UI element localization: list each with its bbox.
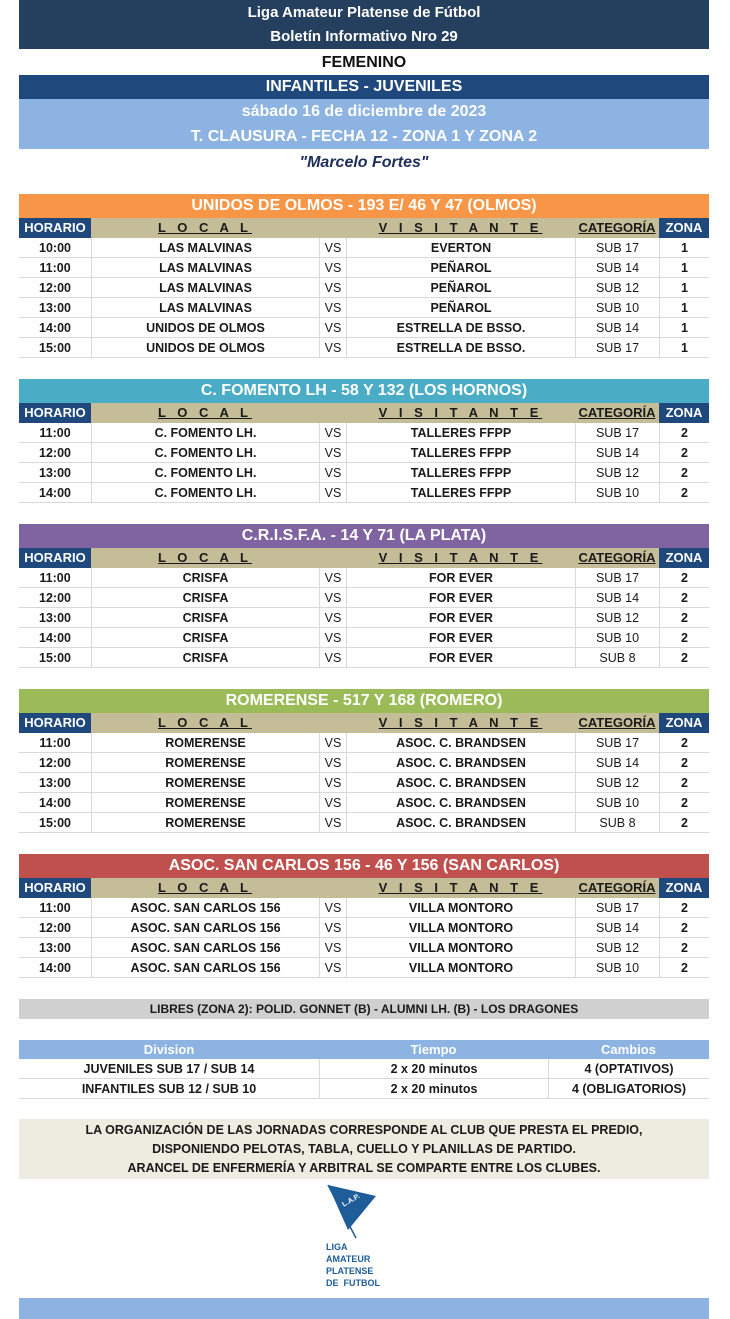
col-local [91,403,319,423]
match-row [19,423,709,443]
col-vs [319,218,346,238]
col-categoria [575,713,659,733]
venue-title: C.R.I.S.F.A. - 14 Y 71 (LA PLATA) [19,524,709,548]
match-local: C. FOMENTO LH. [91,463,319,482]
match-categoria: SUB 10 [575,483,659,502]
match-vs: VS [319,773,346,792]
match-visitante: FOR EVER [346,628,575,647]
match-row [19,463,709,483]
venue-section [19,689,709,833]
match-time: 14:00 [39,631,71,645]
col-visitante [346,878,575,898]
match-visitante: VILLA MONTORO [346,958,575,977]
match-categoria: SUB 17 [575,898,659,917]
col-categoria [575,218,659,238]
match-vs: VS [319,483,346,502]
match-row [19,318,709,338]
col-horario: HORARIO [19,403,91,423]
match-row [19,483,709,503]
match-time: 11:00 [39,736,71,750]
match-vs: VS [319,648,346,667]
match-zona: 1 [659,338,709,357]
tiempo-cell: 2 x 20 minutos [319,1079,548,1098]
col-zona: ZONA [659,403,709,423]
col-visitante-label: V I S I T A N T E [378,715,543,730]
match-local: LAS MALVINAS [91,258,319,277]
category-title: FEMENINO [321,54,407,71]
column-header-row [19,218,709,238]
match-local: ASOC. SAN CARLOS 156 [91,898,319,917]
logo-line: LIGA [326,1242,348,1252]
match-local: ASOC. SAN CARLOS 156 [91,938,319,957]
match-categoria: SUB 14 [575,258,659,277]
logo-line: AMATEUR [326,1254,371,1264]
match-vs: VS [319,463,346,482]
match-vs: VS [319,813,346,832]
match-row [19,793,709,813]
match-visitante: FOR EVER [346,568,575,587]
match-visitante: FOR EVER [346,648,575,667]
match-time: 13:00 [39,301,71,315]
match-categoria: SUB 12 [575,608,659,627]
venue-title: ROMERENSE - 517 Y 168 (ROMERO) [19,689,709,713]
match-time: 14:00 [39,796,71,810]
match-local: LAS MALVINAS [91,298,319,317]
col-horario: HORARIO [19,218,91,238]
match-vs: VS [319,733,346,752]
libres-banner: LIBRES (ZONA 2): POLID. GONNET (B) - ALUMNI LH. (B) - LOS DRAGONES [19,999,709,1019]
match-local: ROMERENSE [91,733,319,752]
match-row [19,568,709,588]
venue-title: UNIDOS DE OLMOS - 193 E/ 46 Y 47 (OLMOS) [19,194,709,218]
match-vs: VS [319,628,346,647]
venue-section [19,854,709,978]
rules-row [19,1059,709,1079]
match-categoria: SUB 17 [575,733,659,752]
match-categoria: SUB 12 [575,463,659,482]
col-categoria [575,403,659,423]
match-zona: 2 [659,918,709,937]
match-categoria: SUB 17 [575,338,659,357]
organization-note [19,1119,709,1179]
match-visitante: ASOC. C. BRANDSEN [346,733,575,752]
dedication: "Marcelo Fortes" [299,154,429,171]
logo-text [326,1241,380,1289]
match-row [19,628,709,648]
match-zona: 2 [659,648,709,667]
match-time: 12:00 [39,591,71,605]
match-time: 15:00 [39,651,71,665]
match-vs: VS [319,958,346,977]
col-local-label: L O C A L [157,405,253,420]
match-vs: VS [319,898,346,917]
match-zona: 2 [659,628,709,647]
match-local: ROMERENSE [91,753,319,772]
venue-title: C. FOMENTO LH - 58 Y 132 (LOS HORNOS) [19,379,709,403]
match-time: 11:00 [39,901,71,915]
match-vs: VS [319,238,346,257]
match-vs: VS [319,918,346,937]
venue-section [19,194,709,358]
match-local: UNIDOS DE OLMOS [91,318,319,337]
match-local: ASOC. SAN CARLOS 156 [91,918,319,937]
divisions-title: INFANTILES - JUVENILES [19,75,709,99]
match-categoria: SUB 17 [575,238,659,257]
match-visitante: VILLA MONTORO [346,938,575,957]
match-visitante: FOR EVER [346,608,575,627]
match-row [19,938,709,958]
match-categoria: SUB 10 [575,298,659,317]
match-local: CRISFA [91,628,319,647]
match-zona: 2 [659,898,709,917]
match-row [19,898,709,918]
match-local: ROMERENSE [91,793,319,812]
match-local: C. FOMENTO LH. [91,423,319,442]
match-visitante: TALLERES FFPP [346,483,575,502]
match-local: CRISFA [91,608,319,627]
col-local [91,548,319,568]
match-time: 14:00 [39,961,71,975]
cambios-cell: 4 (OPTATIVOS) [548,1059,709,1078]
match-visitante: ESTRELLA DE BSSO. [346,338,575,357]
logo-line: PLATENSE [326,1266,374,1276]
match-vs: VS [319,608,346,627]
match-row [19,733,709,753]
match-local: LAS MALVINAS [91,238,319,257]
match-zona: 1 [659,278,709,297]
col-vs [319,548,346,568]
match-zona: 2 [659,463,709,482]
match-zona: 2 [659,773,709,792]
match-local: ROMERENSE [91,773,319,792]
match-row [19,648,709,668]
match-categoria: SUB 12 [575,278,659,297]
col-categoria [575,548,659,568]
match-row [19,813,709,833]
rules-table [19,1040,709,1099]
match-visitante: FOR EVER [346,588,575,607]
match-zona: 2 [659,608,709,627]
col-visitante-label: V I S I T A N T E [378,405,543,420]
match-vs: VS [319,338,346,357]
col-categoria [575,878,659,898]
match-time: 14:00 [39,486,71,500]
match-visitante: TALLERES FFPP [346,463,575,482]
match-zona: 1 [659,318,709,337]
match-categoria: SUB 10 [575,958,659,977]
match-vs: VS [319,793,346,812]
match-zona: 2 [659,483,709,502]
match-row [19,258,709,278]
col-visitante-label: V I S I T A N T E [378,550,543,565]
match-zona: 1 [659,258,709,277]
tournament-title: T. CLAUSURA - FECHA 12 - ZONA 1 Y ZONA 2 [19,124,709,149]
column-header-row [19,548,709,568]
match-zona: 2 [659,813,709,832]
match-row [19,753,709,773]
match-row [19,588,709,608]
match-row [19,958,709,978]
bulletin-title: Boletín Informativo Nro 29 [19,25,709,49]
match-row [19,238,709,258]
match-categoria: SUB 12 [575,773,659,792]
match-vs: VS [319,938,346,957]
match-local: LAS MALVINAS [91,278,319,297]
match-zona: 1 [659,298,709,317]
match-time: 10:00 [39,241,71,255]
match-visitante: ESTRELLA DE BSSO. [346,318,575,337]
venue-section [19,524,709,668]
match-time: 12:00 [39,446,71,460]
date-title: sábado 16 de diciembre de 2023 [19,99,709,124]
match-vs: VS [319,278,346,297]
match-time: 12:00 [39,921,71,935]
header-tiempo: Tiempo [410,1042,457,1057]
col-categoria-label: CATEGORÍA [578,405,656,420]
match-visitante: ASOC. C. BRANDSEN [346,753,575,772]
league-title: Liga Amateur Platense de Fútbol [19,0,709,25]
match-visitante: VILLA MONTORO [346,898,575,917]
match-zona: 2 [659,588,709,607]
col-zona: ZONA [659,878,709,898]
match-local: CRISFA [91,588,319,607]
match-time: 12:00 [39,281,71,295]
match-visitante: VILLA MONTORO [346,918,575,937]
match-categoria: SUB 10 [575,628,659,647]
col-horario: HORARIO [19,548,91,568]
col-vs [319,403,346,423]
match-local: C. FOMENTO LH. [91,483,319,502]
match-row [19,298,709,318]
col-local [91,878,319,898]
header-division: Division [143,1042,195,1057]
venue-section [19,379,709,503]
match-time: 13:00 [39,611,71,625]
footer-bar [19,1298,709,1319]
match-local: ROMERENSE [91,813,319,832]
match-categoria: SUB 17 [575,568,659,587]
col-horario: HORARIO [19,713,91,733]
col-local-label: L O C A L [157,550,253,565]
col-vs [319,713,346,733]
col-categoria-label: CATEGORÍA [578,715,656,730]
match-categoria: SUB 12 [575,938,659,957]
match-categoria: SUB 8 [575,813,659,832]
match-vs: VS [319,298,346,317]
col-zona: ZONA [659,218,709,238]
col-zona: ZONA [659,713,709,733]
match-categoria: SUB 14 [575,318,659,337]
match-categoria: SUB 8 [575,648,659,667]
match-row [19,338,709,358]
match-local: C. FOMENTO LH. [91,443,319,462]
match-categoria: SUB 10 [575,793,659,812]
match-row [19,443,709,463]
col-local [91,713,319,733]
col-zona: ZONA [659,548,709,568]
match-zona: 2 [659,423,709,442]
match-time: 11:00 [39,261,71,275]
match-visitante: ASOC. C. BRANDSEN [346,793,575,812]
column-header-row [19,713,709,733]
match-zona: 2 [659,793,709,812]
match-time: 13:00 [39,941,71,955]
match-zona: 2 [659,958,709,977]
col-visitante-label: V I S I T A N T E [378,880,543,895]
match-categoria: SUB 14 [575,588,659,607]
match-zona: 2 [659,443,709,462]
col-categoria-label: CATEGORÍA [578,220,656,235]
match-time: 11:00 [39,426,71,440]
col-horario: HORARIO [19,878,91,898]
rules-row [19,1079,709,1099]
match-categoria: SUB 14 [575,918,659,937]
venue-title: ASOC. SAN CARLOS 156 - 46 Y 156 (SAN CARLOS) [19,854,709,878]
division-cell: JUVENILES SUB 17 / SUB 14 [83,1062,255,1076]
match-local: UNIDOS DE OLMOS [91,338,319,357]
match-row [19,608,709,628]
match-visitante: EVERTON [346,238,575,257]
match-visitante: ASOC. C. BRANDSEN [346,773,575,792]
match-visitante: PEÑAROL [346,258,575,277]
match-time: 15:00 [39,341,71,355]
match-categoria: SUB 14 [575,443,659,462]
col-visitante-label: V I S I T A N T E [378,220,543,235]
col-visitante [346,713,575,733]
note-line: ARANCEL DE ENFERMERÍA Y ARBITRAL SE COMPARTE ENTRE LOS CLUBES. [127,1161,601,1175]
col-local-label: L O C A L [157,880,253,895]
col-vs [319,878,346,898]
note-line: LA ORGANIZACIÓN DE LAS JORNADAS CORRESPONDE AL CLUB QUE PRESTA EL PREDIO, [85,1123,643,1137]
col-local-label: L O C A L [157,220,253,235]
match-time: 12:00 [39,756,71,770]
match-zona: 2 [659,733,709,752]
match-time: 11:00 [39,571,71,585]
col-categoria-label: CATEGORÍA [578,880,656,895]
logo-flag-text: L.A.P. [341,1192,362,1209]
match-vs: VS [319,318,346,337]
match-row [19,773,709,793]
match-zona: 2 [659,753,709,772]
match-vs: VS [319,423,346,442]
match-categoria: SUB 14 [575,753,659,772]
column-header-row [19,878,709,898]
note-line: DISPONIENDO PELOTAS, TABLA, CUELLO Y PLANILLAS DE PARTIDO. [152,1142,576,1156]
match-zona: 2 [659,568,709,587]
logo-line: DE FUTBOL [326,1278,380,1288]
match-visitante: PEÑAROL [346,298,575,317]
match-zona: 2 [659,938,709,957]
match-local: ASOC. SAN CARLOS 156 [91,958,319,977]
match-visitante: ASOC. C. BRANDSEN [346,813,575,832]
match-row [19,278,709,298]
rules-table-header [19,1040,709,1059]
match-local: CRISFA [91,648,319,667]
match-time: 13:00 [39,466,71,480]
match-visitante: TALLERES FFPP [346,423,575,442]
col-local-label: L O C A L [157,715,253,730]
col-categoria-label: CATEGORÍA [578,550,656,565]
match-zona: 1 [659,238,709,257]
header-cambios: Cambios [601,1042,656,1057]
col-visitante [346,548,575,568]
match-vs: VS [319,568,346,587]
match-vs: VS [319,753,346,772]
match-vs: VS [319,588,346,607]
match-visitante: PEÑAROL [346,278,575,297]
cambios-cell: 4 (OBLIGATORIOS) [548,1079,709,1098]
col-visitante [346,403,575,423]
match-visitante: TALLERES FFPP [346,443,575,462]
match-time: 14:00 [39,321,71,335]
match-time: 13:00 [39,776,71,790]
match-local: CRISFA [91,568,319,587]
col-visitante [346,218,575,238]
division-cell: INFANTILES SUB 12 / SUB 10 [81,1082,257,1096]
match-row [19,918,709,938]
match-vs: VS [319,443,346,462]
tiempo-cell: 2 x 20 minutos [319,1059,548,1078]
match-categoria: SUB 17 [575,423,659,442]
match-vs: VS [319,258,346,277]
column-header-row [19,403,709,423]
col-local [91,218,319,238]
match-time: 15:00 [39,816,71,830]
